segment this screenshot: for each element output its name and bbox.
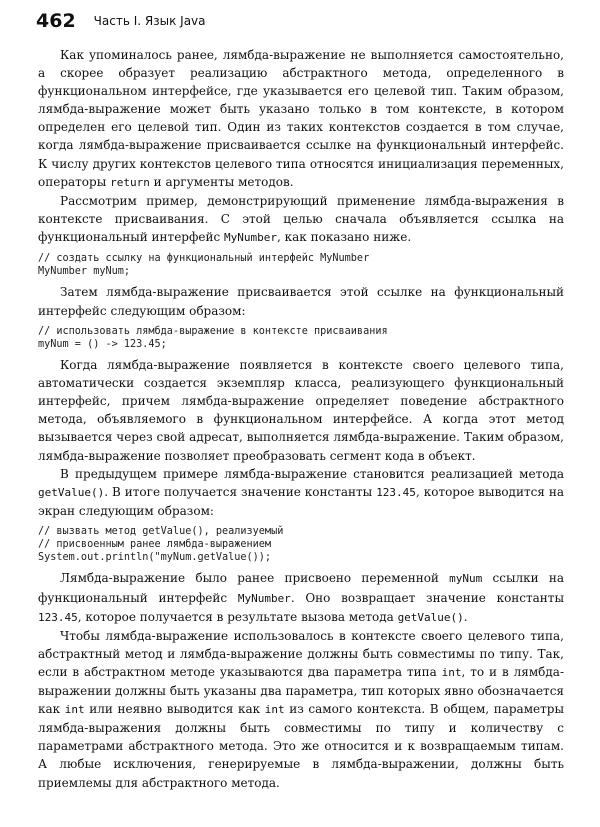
paragraph-1 xyxy=(38,46,564,192)
inline-code: getValue() xyxy=(397,610,464,624)
paragraph-2 xyxy=(38,192,564,247)
paragraph-4 xyxy=(38,356,564,465)
code-line: // создать ссылку на функциональный интерфейс MyNumber xyxy=(38,253,370,265)
page-body xyxy=(38,46,564,792)
text: или неявно выводится как xyxy=(84,702,265,717)
code-line: // вызвать метод getValue(), реализуемый xyxy=(38,525,284,537)
inline-code: MyNumber xyxy=(224,230,277,244)
text: Лямбда-выражение было ранее присвоено переменной xyxy=(60,571,450,586)
text: Чтобы лямбда-выражение использовалось в контексте своего целевого типа, абстрактный метод и лямбда-выражение должны быть совместимы по типу. Так, если в абстрактном методе указываются два параметра типа xyxy=(38,628,564,679)
inline-code: getValue() xyxy=(38,485,105,499)
text: . Оно возвращает значение константы xyxy=(290,590,564,605)
inline-code: return xyxy=(110,175,150,189)
text: Затем лямбда-выражение присваивается этой ссылке на функциональный интерфейс следующим образом: xyxy=(38,285,564,318)
code-block-2 xyxy=(38,325,564,351)
text: , как показано ниже. xyxy=(277,229,412,244)
page-number: 462 xyxy=(36,10,76,32)
code-block-1 xyxy=(38,252,564,278)
inline-code: 123.45 xyxy=(376,485,416,499)
paragraph-7 xyxy=(38,627,564,792)
running-title: Часть I. Язык Java xyxy=(93,14,206,28)
page-header xyxy=(36,10,206,36)
text: В предыдущем примере лямбда-выражение становится реализацией метода xyxy=(60,466,564,481)
text: Когда лямбда-выражение появляется в контексте своего целевого типа, автоматически создается экземпляр класса, реализующего функциональный интерфейс, причем лямбда-выражение определяет поведение абстрактного метода, объявляемого в функциональном интерфейсе. А когда этот метод вызывается через свой адресат, выполняется лямбда-выражение. Таким образом, лямбда-выражение позволяет преобразовать сегмент кода в объект. xyxy=(38,358,564,463)
text: и аргументы методов. xyxy=(149,174,294,189)
text: Рассмотрим пример, демонстрирующий применение лямбда-выражения в контексте присваивания. С этой целью сначала объявляется ссылка на функциональный интерфейс xyxy=(38,193,564,244)
paragraph-5 xyxy=(38,465,564,520)
code-block-3 xyxy=(38,525,564,565)
text: из самого контекста. В общем, параметры лямбда-выражения должны быть совместимы по типу и количеству с параметрами абстрактного метода. Это же относится и к возвращаемым типам. А любые исключения, генерируемые в лямбда-выражении, должны быть приемлемы для абстрактного метода. xyxy=(38,702,564,790)
inline-code: int xyxy=(441,665,462,679)
inline-code: int xyxy=(264,703,285,717)
text: Как упоминалось ранее, лямбда-выражение не выполняется самостоятельно, а скорее образует реализацию абстрактного метода, определенного в функциональном интерфейсе, где указывается его целевой тип. Таким образом, лямбда-выражение может быть указано только в том контексте, в котором определен его целевой тип. Один из таких контекстов создается в том случае, когда лямбда-выражение присваивается ссылке на функциональный интерфейс. К числу других контекстов целевого типа относятся инициализация переменных, операторы xyxy=(38,48,564,189)
text: ссылки на функциональный интерфейс xyxy=(38,571,564,605)
code-line: // присвоенным ранее лямбда-выражением xyxy=(38,539,272,551)
text: , которое выводится на экран следующим образом: xyxy=(38,484,564,518)
inline-code: 123.45 xyxy=(38,610,78,624)
code-line: MyNumber myNum; xyxy=(38,266,131,278)
text: . xyxy=(463,609,468,624)
inline-code: myNum xyxy=(449,572,483,586)
text: . В итоге получается значение константы xyxy=(104,484,377,499)
text: , которое получается в результате вызова метода xyxy=(77,609,398,624)
inline-code: int xyxy=(64,703,85,717)
code-line: // использовать лямбда-выражение в контексте присваивания xyxy=(38,325,388,337)
paragraph-3 xyxy=(38,283,564,319)
text: , то и в лямбда-выражении должны быть указаны два параметра, тип которых явно обозначается как xyxy=(38,664,564,717)
code-line: System.out.println("myNum.getValue()); xyxy=(38,552,272,564)
inline-code: MyNumber xyxy=(237,591,291,605)
code-line: myNum = () -> 123.45; xyxy=(38,338,167,350)
paragraph-6 xyxy=(38,569,564,626)
